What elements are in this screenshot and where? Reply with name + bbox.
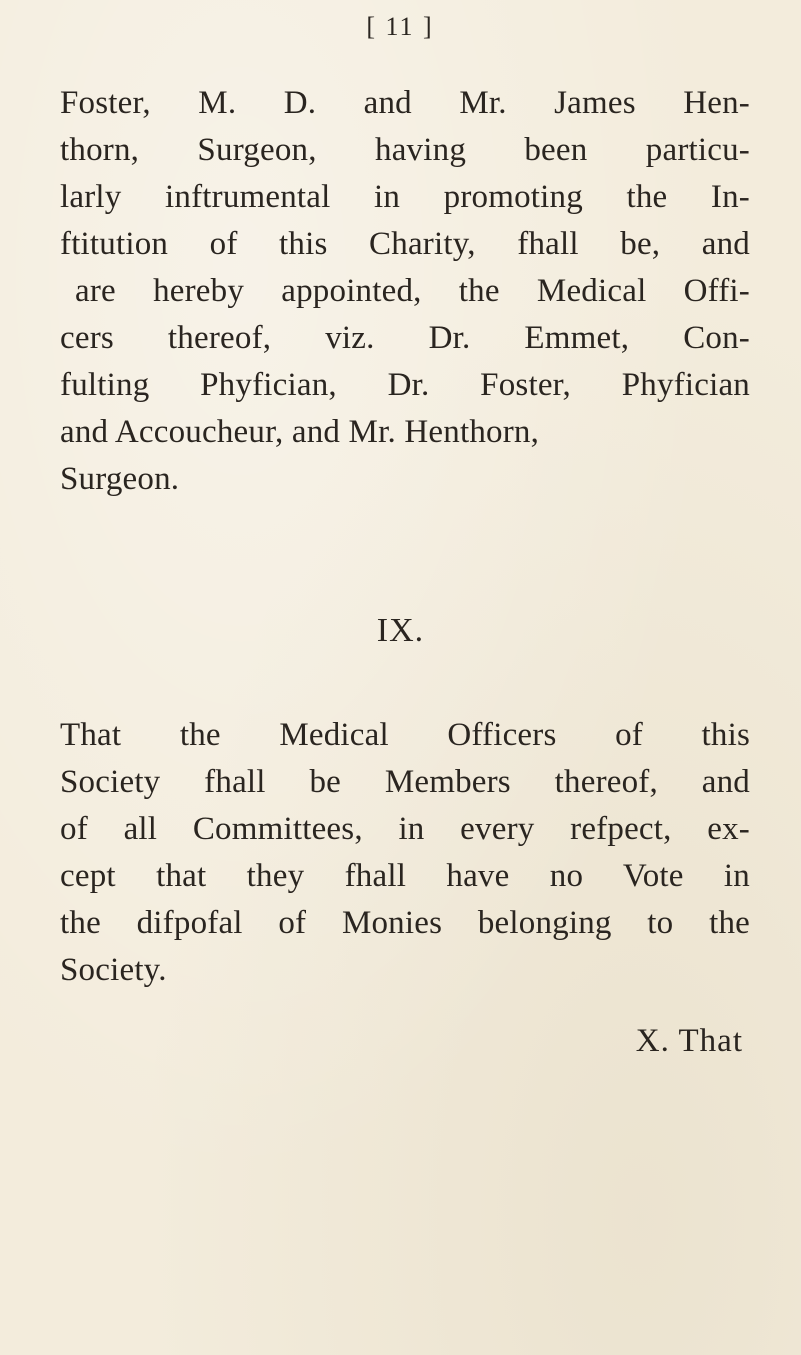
text-line: Surgeon. [60,461,180,497]
section-heading-ix: IX. [376,612,425,649]
paragraph-viii-continued [60,80,750,503]
text-line: That the Medical Officers of this [60,717,750,753]
catchword: X. That [635,1023,743,1059]
text-line: Society fhall be Members thereof, and [60,764,750,800]
text-line: thorn, Surgeon, having been particu- [60,132,750,168]
text-line: Foster, M. D. and Mr. James Hen- [60,85,750,121]
text-line: cers thereof, viz. Dr. Emmet, Con- [60,320,750,356]
text-line: of all Committees, in every refpect, ex- [60,811,750,847]
text-line: Society. [60,952,167,988]
text-line: and Accoucheur, and Mr. Henthorn, [60,414,540,450]
text-line: the difpofal of Monies belonging to the [60,905,750,941]
text-line: larly inftrumental in promoting the In- [60,179,750,215]
page-number: [ 11 ] [366,12,434,41]
paragraph-ix [60,712,750,994]
text-line: fulting Phyfician, Dr. Foster, Phyfician [60,367,750,403]
text-line: cept that they fhall have no Vote in [60,858,750,894]
text-line: are hereby appointed, the Medical Offi- [75,273,750,309]
text-line: ftitution of this Charity, fhall be, and [60,226,750,262]
